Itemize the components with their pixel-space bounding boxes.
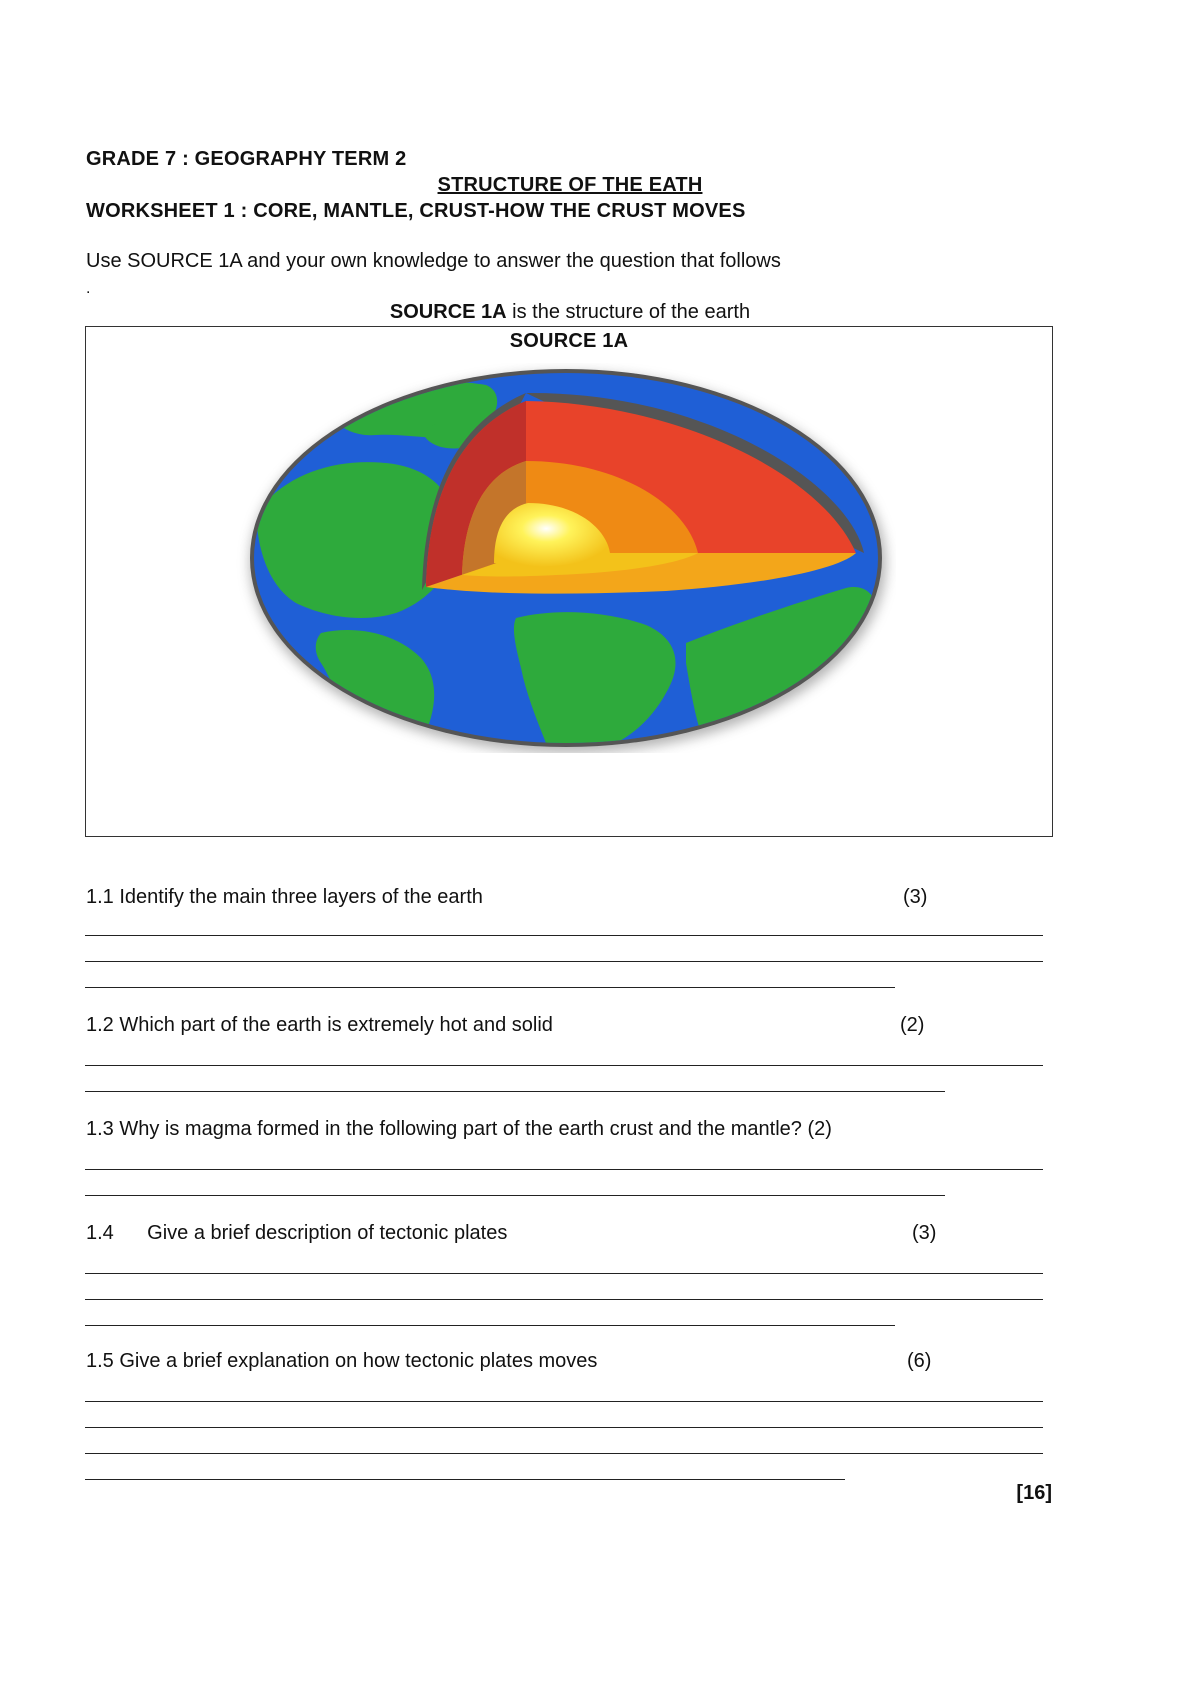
question-1-5-marks: (6) [907, 1350, 932, 1372]
question-1-4-marks: (3) [912, 1222, 937, 1244]
instruction-text: Use SOURCE 1A and your own knowledge to answer the question that follows [86, 250, 781, 272]
answer-line[interactable] [85, 961, 1043, 962]
answer-line[interactable] [85, 1091, 945, 1092]
answer-line[interactable] [85, 1427, 1043, 1428]
earth-structure-image [236, 363, 896, 753]
worksheet-title: WORKSHEET 1 : CORE, MANTLE, CRUST-HOW THE CRUST MOVES [86, 200, 746, 222]
structure-title: STRUCTURE OF THE EATH [437, 174, 703, 196]
caption-source-label: SOURCE 1A [389, 301, 507, 323]
answer-line[interactable] [85, 987, 895, 988]
instruction-dot: . [86, 280, 91, 297]
answer-line[interactable] [85, 935, 1043, 936]
worksheet-grade-heading: GRADE 7 : GEOGRAPHY TERM 2 [86, 148, 407, 170]
answer-line[interactable] [85, 1273, 1043, 1274]
question-1-4: 1.4 Give a brief description of tectonic plates [86, 1222, 508, 1244]
source-1a-box [85, 326, 1053, 837]
question-1-1: 1.1 Identify the main three layers of the earth [86, 886, 483, 908]
answer-line[interactable] [85, 1479, 845, 1480]
answer-line[interactable] [85, 1401, 1043, 1402]
total-marks: [16] [1016, 1482, 1052, 1504]
question-1-2-marks: (2) [900, 1014, 925, 1036]
answer-line[interactable] [85, 1325, 895, 1326]
answer-line[interactable] [85, 1299, 1043, 1300]
answer-line[interactable] [85, 1065, 1043, 1066]
caption-description: is the structure of the earth [506, 301, 751, 323]
answer-line[interactable] [85, 1169, 1043, 1170]
question-1-1-marks: (3) [903, 886, 928, 908]
answer-line[interactable] [85, 1195, 945, 1196]
question-1-5: 1.5 Give a brief explanation on how tectonic plates moves [86, 1350, 598, 1372]
question-1-2: 1.2 Which part of the earth is extremely hot and solid [86, 1014, 553, 1036]
answer-line[interactable] [85, 1453, 1043, 1454]
source-box-title: SOURCE 1A [509, 330, 629, 352]
earth-cutaway [422, 393, 864, 594]
question-1-3: 1.3 Why is magma formed in the following part of the earth crust and the mantle? (2) [86, 1118, 832, 1140]
source-caption [0, 301, 1140, 324]
